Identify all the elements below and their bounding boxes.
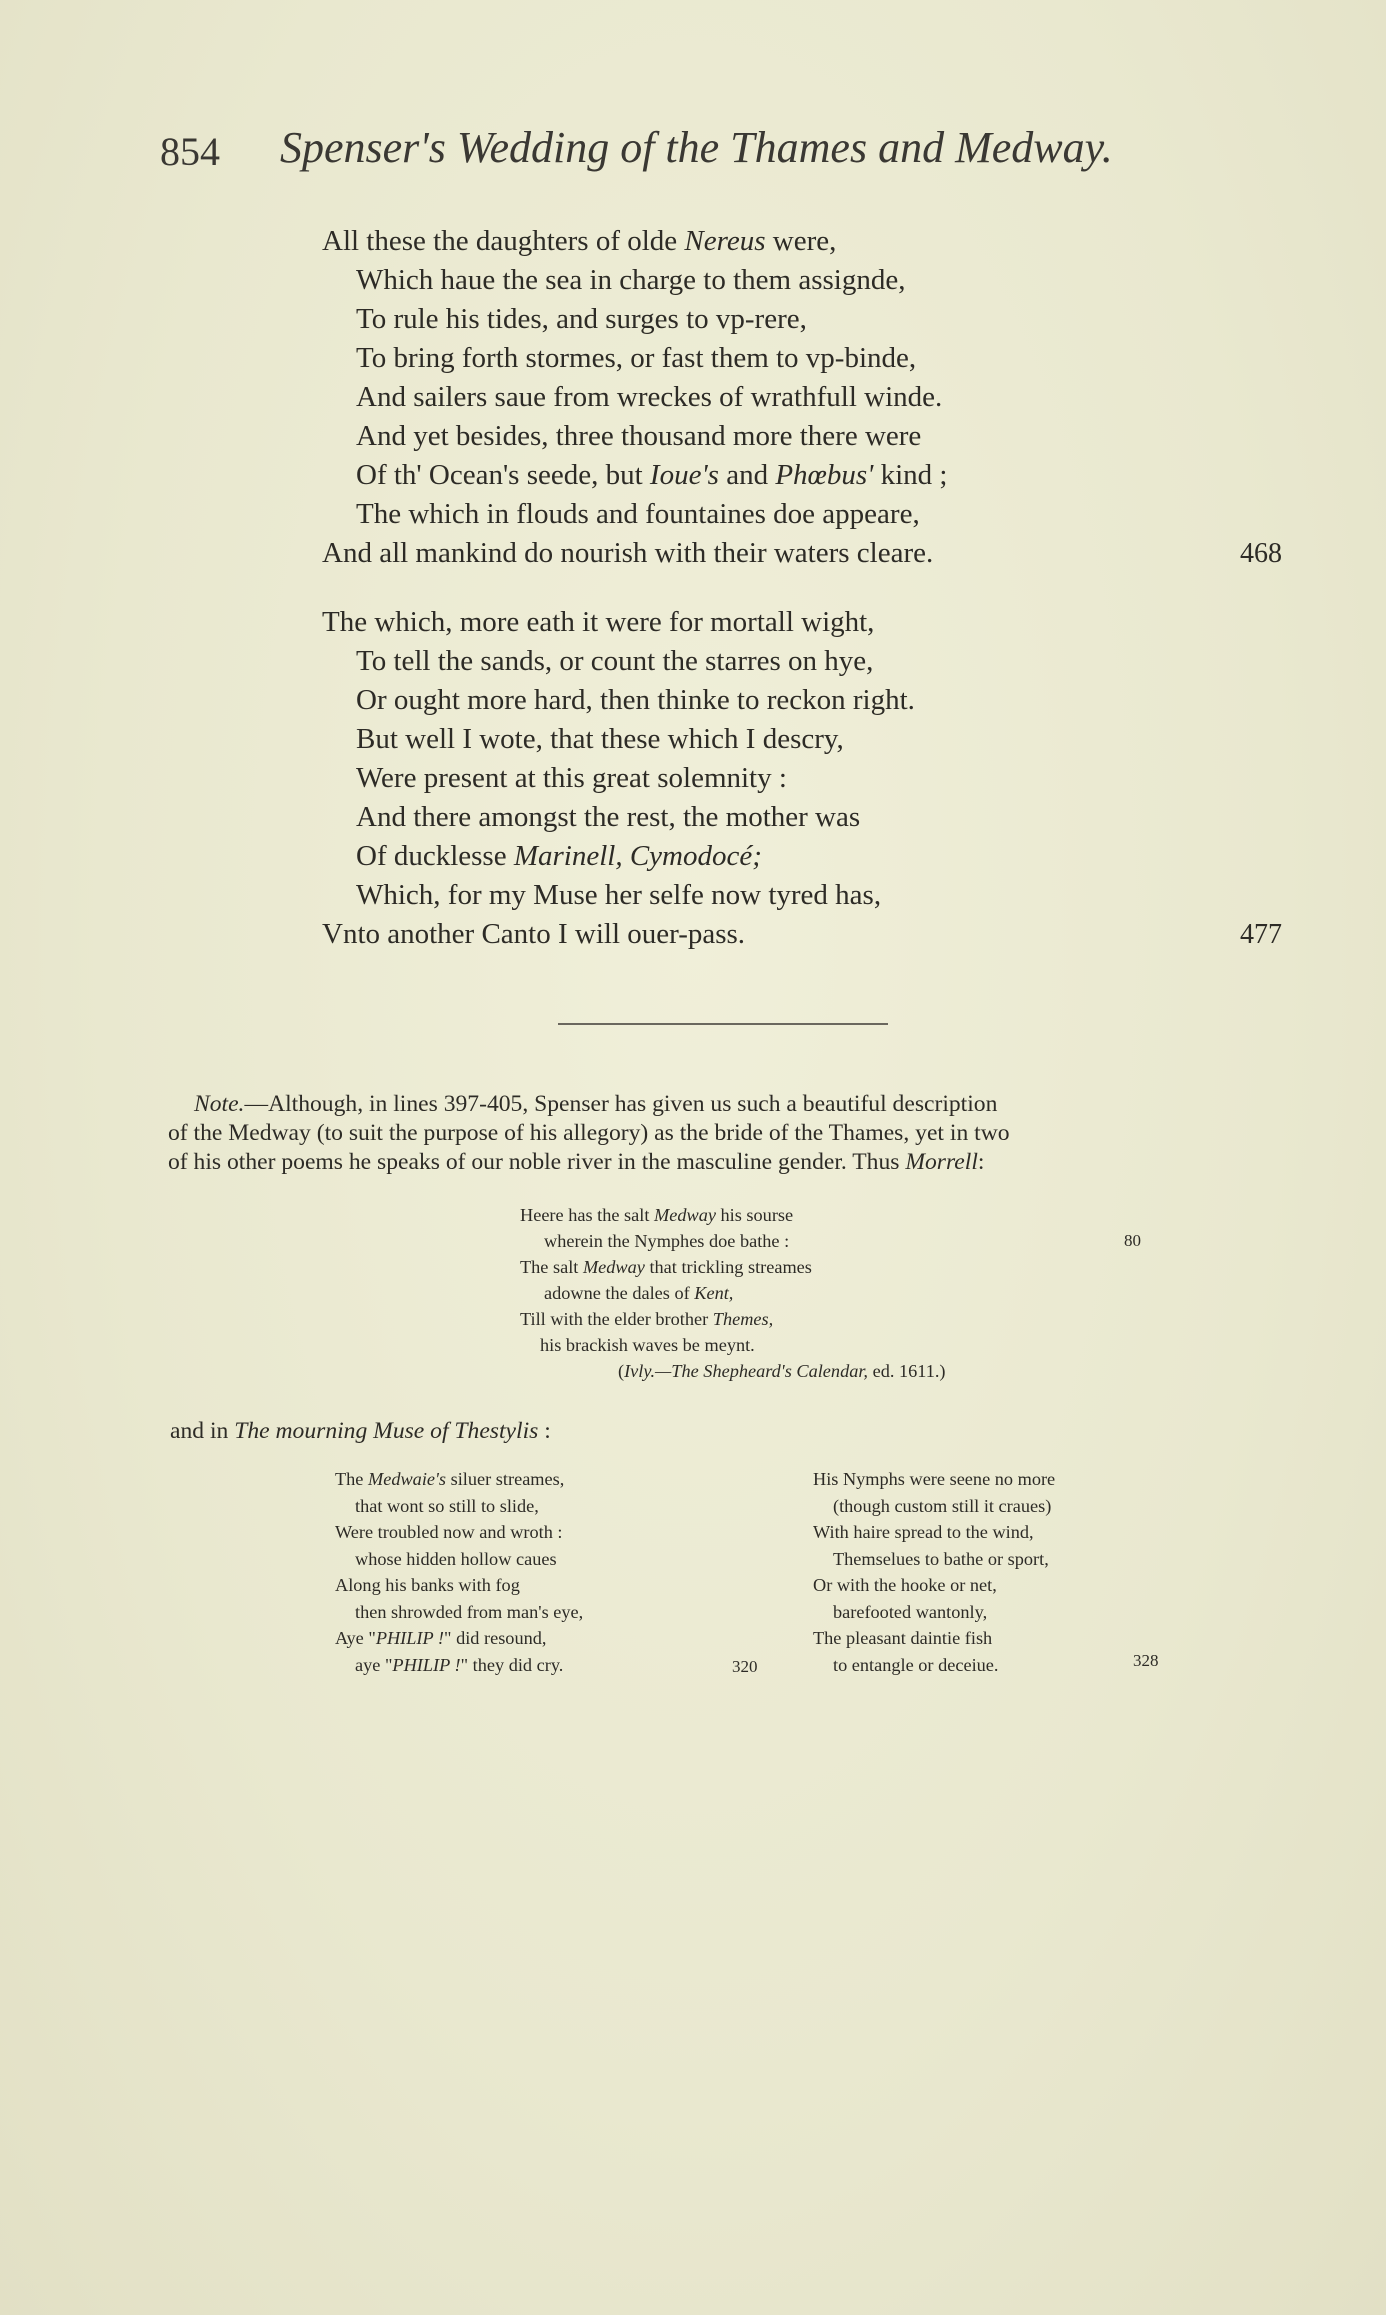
verse-line: Which haue the sea in charge to them assignde,: [356, 264, 906, 296]
stanza-1: [322, 222, 1282, 573]
quote-line: his brackish waves be meynt.: [540, 1335, 755, 1355]
editorial-note: [168, 1090, 1286, 1177]
verse-line: And all mankind do nourish with their waters cleare. 468: [322, 534, 1282, 573]
verse-line: Vnto another Canto I will ouer-pass. 477: [322, 915, 1282, 954]
quote-line: Along his banks with fog: [335, 1575, 520, 1595]
quote-line: Till with the elder brother Themes,: [520, 1309, 774, 1329]
verse-line: The which, more eath it were for mortall wight,: [322, 606, 875, 638]
quote-line: barefooted wantonly,: [833, 1601, 988, 1622]
section-divider: [558, 1023, 888, 1025]
note-line: of his other poems he speaks of our noble river in the masculine gender. Thus Morrell:: [168, 1149, 985, 1175]
line-number: 477: [1240, 919, 1282, 950]
verse-line: To bring forth stormes, or fast them to vp-binde,: [356, 342, 917, 374]
quote-line: Heere has the salt Medway his sourse: [520, 1205, 794, 1225]
verse-line: And there amongst the rest, the mother was: [356, 801, 861, 833]
quotation-thestylis-right: [813, 1466, 1233, 1678]
quote-line: whose hidden hollow caues: [355, 1548, 557, 1569]
quote-line: The Medwaie's siluer streames,: [335, 1469, 565, 1489]
verse-line: To tell the sands, or count the starres on hye,: [356, 645, 874, 677]
stanza-2: [322, 603, 1282, 954]
line-number: 320: [732, 1656, 758, 1676]
verse-line: But well I wote, that these which I descry,: [356, 723, 844, 755]
quote-line: aye "PHILIP !" they did cry. 320: [335, 1652, 775, 1679]
quote-line: Aye "PHILIP !" did resound,: [335, 1628, 547, 1648]
verse-line: Or ought more hard, then thinke to reckon right.: [356, 684, 915, 716]
line-number: 80: [1124, 1231, 1141, 1250]
note-continuation: and in The mourning Muse of Thestylis :: [170, 1418, 551, 1444]
quote-line: With haire spread to the wind,: [813, 1522, 1034, 1542]
verse-line: And yet besides, three thousand more there were: [356, 420, 922, 452]
quotation-shepheards-calendar: [520, 1202, 1140, 1384]
quote-line: then shrowded from man's eye,: [355, 1601, 584, 1622]
verse-line: The which in flouds and fountaines doe appeare,: [356, 498, 920, 530]
page-number: 854: [160, 129, 220, 174]
page-header: [160, 122, 1260, 182]
quote-line: (though custom still it craues): [833, 1495, 1052, 1516]
verse-line: All these the daughters of olde Nereus were,: [322, 225, 837, 257]
quote-line: Were troubled now and wroth :: [335, 1522, 563, 1542]
quote-line: Themselues to bathe or sport,: [833, 1548, 1049, 1569]
quote-line: The salt Medway that trickling streames: [520, 1257, 812, 1277]
quotation-thestylis-left: [335, 1466, 775, 1678]
quote-line: The pleasant daintie fish: [813, 1628, 993, 1648]
quote-line: to entangle or deceiue. 328: [813, 1652, 1233, 1679]
note-line: of the Medway (to suit the purpose of his allegory) as the bride of the Thames, yet in two: [168, 1120, 1010, 1146]
verse-line: Of th' Ocean's seede, but Ioue's and Phœbus' kind ;: [356, 459, 948, 491]
quote-citation: (Ivly.—The Shepheard's Calendar, ed. 1611.): [618, 1361, 946, 1381]
quote-line: adowne the dales of Kent,: [544, 1283, 734, 1303]
note-label: Note.: [194, 1091, 245, 1117]
line-number: 468: [1240, 538, 1282, 569]
verse-line: Were present at this great solemnity :: [356, 762, 787, 794]
note-line: Note.—Although, in lines 397-405, Spenser has given us such a beautiful description: [194, 1091, 998, 1117]
line-number: 328: [1133, 1650, 1159, 1670]
verse-line: And sailers saue from wreckes of wrathfull winde.: [356, 381, 943, 413]
quote-line: Or with the hooke or net,: [813, 1575, 997, 1595]
verse-line: Of ducklesse Marinell, Cymodocé;: [356, 840, 762, 872]
verse-line: Which, for my Muse her selfe now tyred has,: [356, 879, 882, 911]
running-title: Spenser's Wedding of the Thames and Medway.: [280, 123, 1113, 172]
quote-line: His Nymphs were seene no more: [813, 1469, 1056, 1489]
quote-line: that wont so still to slide,: [355, 1495, 539, 1516]
verse-line: To rule his tides, and surges to vp-rere,: [356, 303, 807, 335]
quote-line: wherein the Nymphes doe bathe : 80: [520, 1228, 1140, 1254]
